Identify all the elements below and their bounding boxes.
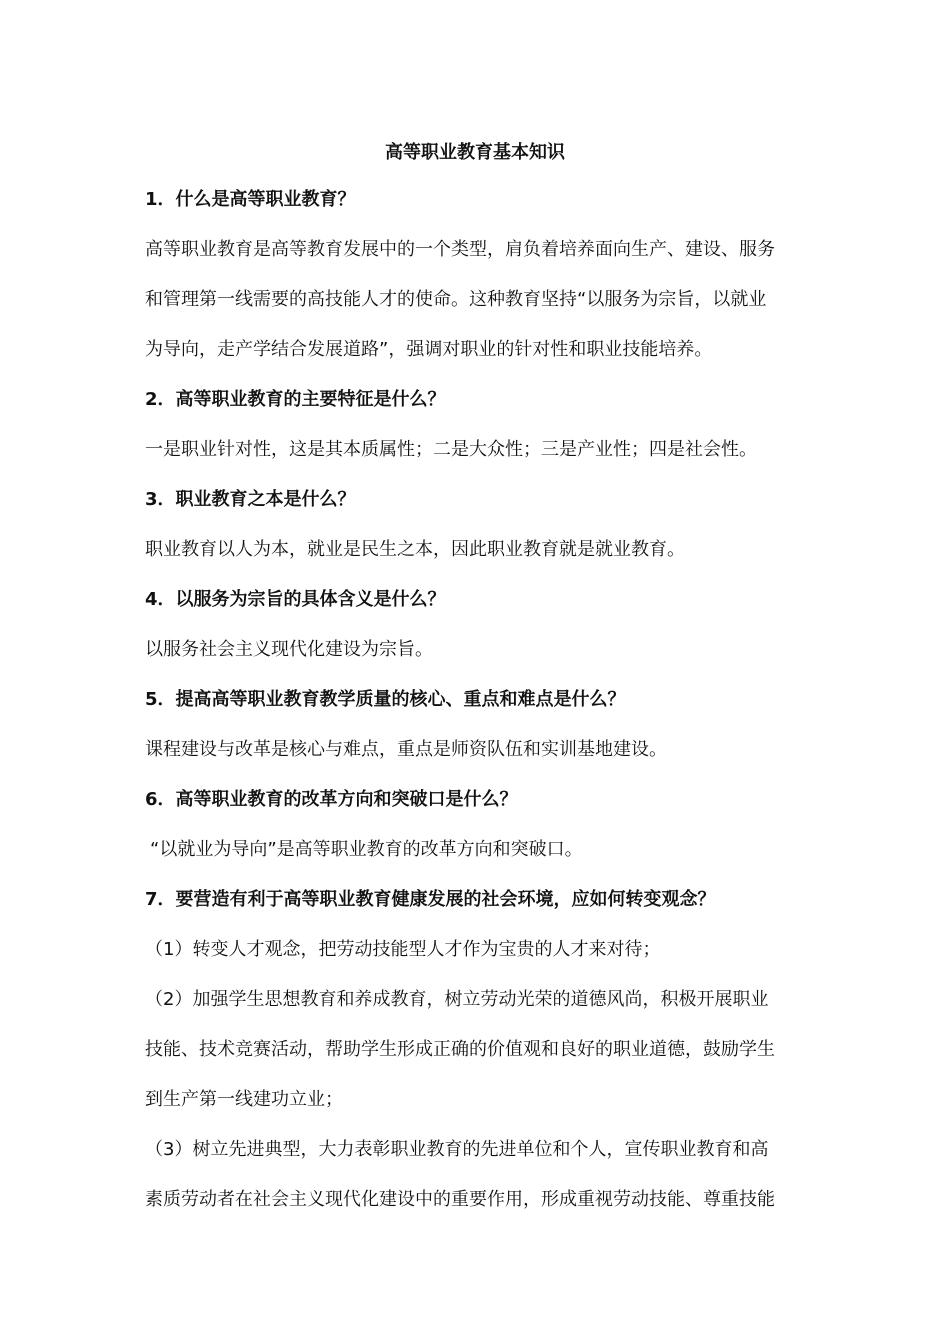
answer-4: 以服务社会主义现代化建设为宗旨。 [145, 639, 433, 660]
question-6: 6．高等职业教育的改革方向和突破口是什么？ [145, 789, 518, 810]
document-title: 高等职业教育基本知识 [385, 142, 565, 163]
document-body [145, 187, 813, 1237]
answer-7-item-3-line-2: 素质劳动者在社会主义现代化建设中的重要作用，形成重视劳动技能、尊重技能 [145, 1189, 775, 1210]
question-4: 4．以服务为宗旨的具体含义是什么？ [145, 589, 446, 610]
answer-1-line-2: 和管理第一线需要的高技能人才的使命。这种教育坚持“以服务为宗旨，以就业 [145, 289, 767, 310]
question-2: 2．高等职业教育的主要特征是什么？ [145, 389, 446, 410]
answer-7-item-2-line-3: 到生产第一线建功立业； [145, 1089, 343, 1110]
answer-7-item-2-line-2: 技能、技术竞赛活动，帮助学生形成正确的价值观和良好的职业道德，鼓励学生 [145, 1039, 775, 1060]
answer-6: “以就业为导向”是高等职业教育的改革方向和突破口。 [150, 839, 583, 860]
answer-7-item-1: （1）转变人才观念，把劳动技能型人才作为宝贵的人才来对待； [145, 939, 661, 960]
answer-2: 一是职业针对性，这是其本质属性；二是大众性；三是产业性；四是社会性。 [145, 439, 757, 460]
question-3: 3．职业教育之本是什么？ [145, 489, 356, 510]
answer-7-item-2-line-1: （2）加强学生思想教育和养成教育，树立劳动光荣的道德风尚，积极开展职业 [145, 989, 769, 1010]
answer-5: 课程建设与改革是核心与难点，重点是师资队伍和实训基地建设。 [145, 739, 667, 760]
answer-1-line-3: 为导向，走产学结合发展道路”，强调对职业的针对性和职业技能培养。 [145, 339, 713, 360]
question-5: 5．提高高等职业教育教学质量的核心、重点和难点是什么？ [145, 689, 626, 710]
question-7: 7．要营造有利于高等职业教育健康发展的社会环境，应如何转变观念？ [145, 889, 716, 910]
answer-3: 职业教育以人为本，就业是民生之本，因此职业教育就是就业教育。 [145, 539, 685, 560]
answer-7-item-3-line-1: （3）树立先进典型，大力表彰职业教育的先进单位和个人，宣传职业教育和高 [145, 1139, 769, 1160]
answer-1-line-1: 高等职业教育是高等教育发展中的一个类型，肩负着培养面向生产、建设、服务 [145, 239, 775, 260]
question-1: 1．什么是高等职业教育？ [145, 189, 356, 210]
